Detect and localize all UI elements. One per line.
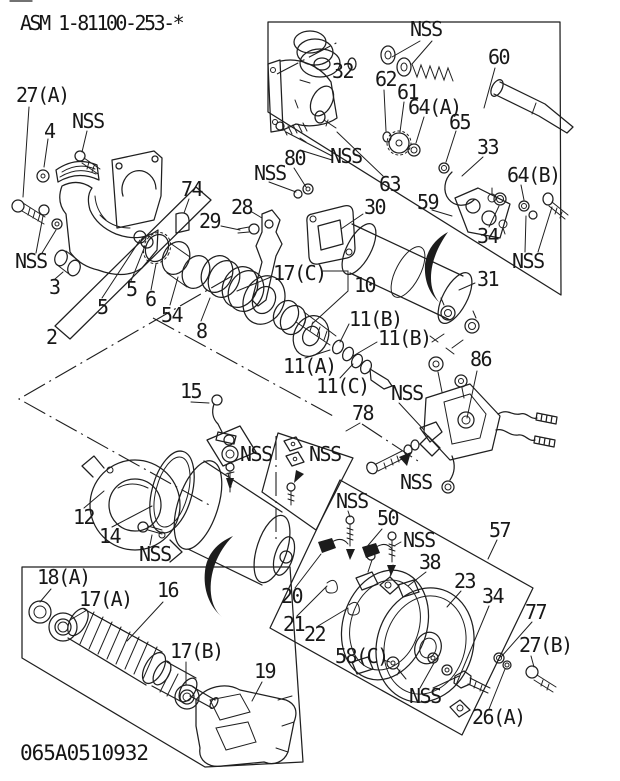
part-label-nss3: NSS <box>254 161 286 185</box>
part-label-80: 80 <box>284 146 306 170</box>
part-label-61: 61 <box>397 80 419 104</box>
plate-stack-nss9 <box>284 437 304 505</box>
brushes-20 <box>318 538 392 558</box>
part-label-nss12: NSS <box>336 489 368 513</box>
part-label-21: 21 <box>283 612 305 636</box>
part-label-11A: 11(A) <box>283 354 336 378</box>
part-label-17B: 17(B) <box>170 639 223 663</box>
part-label-12: 12 <box>73 505 95 529</box>
down-arrow-nss9 <box>294 470 304 483</box>
orings-nss14 <box>428 653 452 675</box>
part-label-22: 22 <box>304 622 326 646</box>
part-label-32: 32 <box>332 59 354 83</box>
part-label-60: 60 <box>488 45 510 69</box>
part-label-2: 2 <box>46 325 57 349</box>
part-label-27B: 27(B) <box>519 633 572 657</box>
part-label-14: 14 <box>99 524 121 548</box>
part-label-10: 10 <box>354 273 376 297</box>
part-label-23: 23 <box>454 569 476 593</box>
part-label-nss8: NSS <box>240 442 272 466</box>
part-label-nss7: NSS <box>391 381 423 405</box>
part-label-nss9: NSS <box>309 442 341 466</box>
part-label-3: 3 <box>49 275 60 299</box>
part-label-33: 33 <box>477 135 499 159</box>
figure-code: 065A0510932 <box>20 741 149 765</box>
gasket-30-drawing <box>307 206 355 265</box>
part-label-8: 8 <box>196 319 207 343</box>
part-label-4: 4 <box>44 119 55 143</box>
bolt-nss6 <box>543 193 568 219</box>
part-label-15: 15 <box>180 379 202 403</box>
screw-nss12 <box>346 516 355 560</box>
part-label-57: 57 <box>489 518 511 542</box>
part-label-18A: 18(A) <box>37 565 90 589</box>
part-label-nss10: NSS <box>400 470 432 494</box>
part-label-29: 29 <box>199 209 221 233</box>
part-label-5b: 5 <box>126 277 137 301</box>
part-label-34b: 34 <box>482 584 504 608</box>
part-label-nss1: NSS <box>72 109 104 133</box>
part-label-11B1: 11(B) <box>349 307 402 331</box>
part-label-11B2: 11(B) <box>378 326 431 350</box>
part-label-31: 31 <box>477 267 499 291</box>
magnetic-switch-86-drawing <box>420 357 557 493</box>
part-label-nss14: NSS <box>409 684 441 708</box>
part-label-17C: 17(C) <box>273 261 326 285</box>
thrust-washers-11 <box>331 339 374 376</box>
assembly-title: ASM 1-81100-253-* <box>20 11 183 35</box>
part-label-nss5: NSS <box>410 17 442 41</box>
part-label-19: 19 <box>254 659 276 683</box>
part-label-nss6: NSS <box>512 249 544 273</box>
shaft-tip <box>370 369 392 389</box>
part-label-58C: 58(C) <box>335 644 388 668</box>
part-label-20: 20 <box>281 584 303 608</box>
part-label-34a: 34 <box>477 224 499 248</box>
part-label-30: 30 <box>364 195 386 219</box>
part-label-50: 50 <box>377 506 399 530</box>
part-label-78: 78 <box>352 401 374 425</box>
part-label-6: 6 <box>145 287 156 311</box>
part-label-59: 59 <box>417 190 439 214</box>
part-label-64B: 64(B) <box>507 163 560 187</box>
part-label-28: 28 <box>231 195 253 219</box>
part-label-74: 74 <box>181 177 203 201</box>
part-label-54: 54 <box>161 303 183 327</box>
ring-34a-nut-64B <box>494 193 537 219</box>
part-label-17A: 17(A) <box>79 587 132 611</box>
flow-arrow-bottom <box>205 536 233 617</box>
down-arrow-nss8 <box>226 478 234 490</box>
part-label-nss13: NSS <box>403 528 435 552</box>
part-label-nss4: NSS <box>330 144 362 168</box>
part-label-65: 65 <box>449 110 471 134</box>
part-label-nss11: NSS <box>139 542 171 566</box>
bolt-29 <box>238 224 259 234</box>
part-label-86: 86 <box>470 347 492 371</box>
brush-spring-21 <box>326 580 338 593</box>
part-label-11C: 11(C) <box>316 374 369 398</box>
part-label-63: 63 <box>379 172 401 196</box>
nut-washer-80 <box>294 184 313 198</box>
washer-4 <box>37 170 49 182</box>
part-label-26A: 26(A) <box>472 705 525 729</box>
bolt-27B <box>526 666 556 692</box>
part-label-38: 38 <box>419 550 441 574</box>
part-label-27A: 27(A) <box>16 83 69 107</box>
part-label-5a: 5 <box>97 295 108 319</box>
part-label-77: 77 <box>525 600 547 624</box>
spring-coil <box>412 64 453 81</box>
part-label-16: 16 <box>157 578 179 602</box>
bushing-3 <box>53 248 83 277</box>
part-label-62: 62 <box>375 67 397 91</box>
part-label-64A: 64(A) <box>408 95 461 119</box>
part-label-nss2: NSS <box>15 249 47 273</box>
